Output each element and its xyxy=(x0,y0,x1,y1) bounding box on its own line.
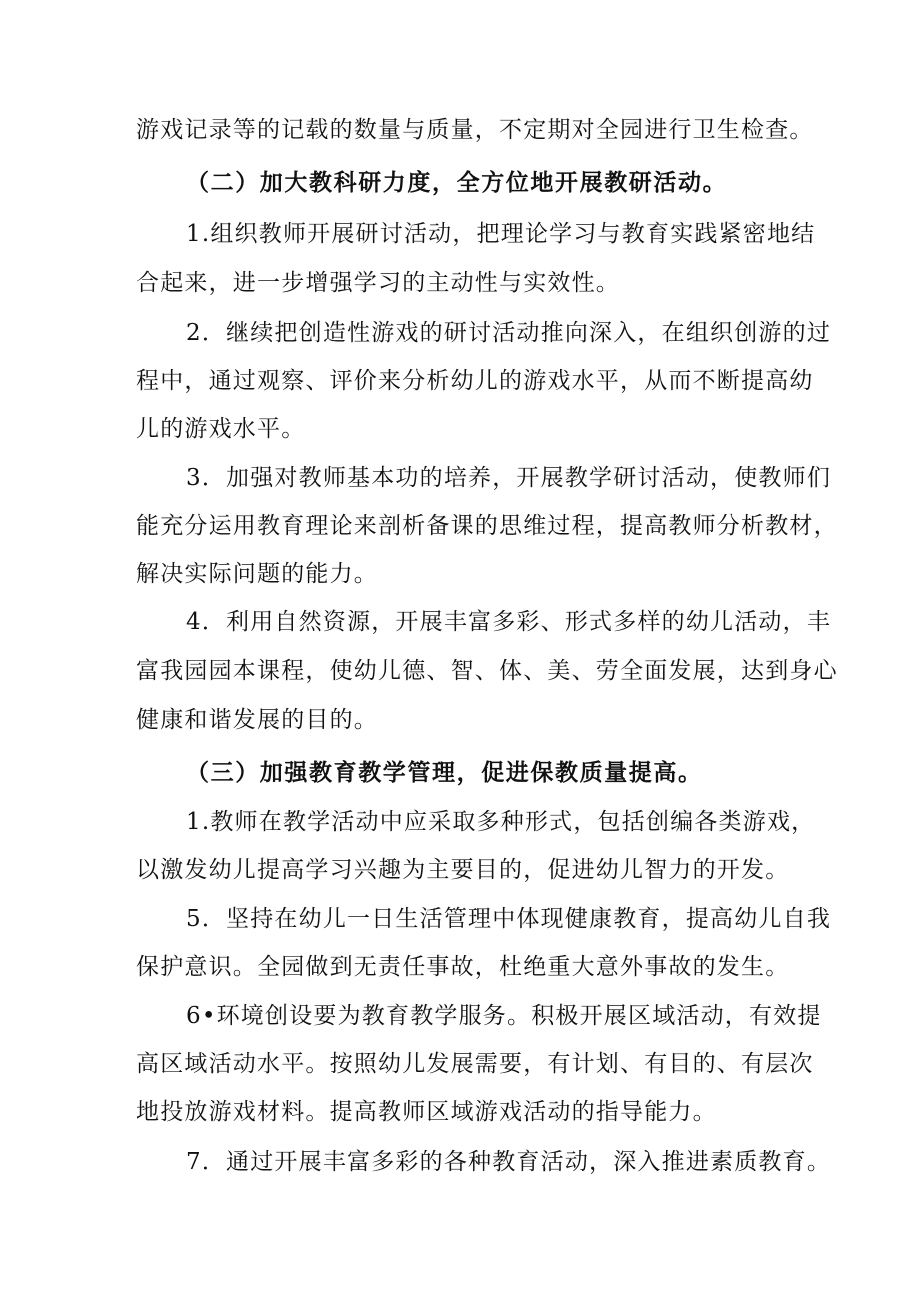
paragraph-line: 健康和谐发展的目的。 xyxy=(136,707,378,733)
section-heading: （二）加大教科研力度，全方位地开展教研活动。 xyxy=(186,169,728,196)
paragraph-line: 程中，通过观察、评价来分析幼儿的游戏水平，从而不断提高幼 xyxy=(136,368,814,394)
paragraph-line: 合起来，进一步增强学习的主动性与实效性。 xyxy=(136,270,620,296)
paragraph-line: 5．坚持在幼儿一日生活管理中体现健康教育，提高幼儿自我 xyxy=(186,906,832,932)
paragraph-line: 2．继续把创造性游戏的研讨活动推向深入，在组织创游的过 xyxy=(186,320,832,346)
paragraph-line: 1.教师在教学活动中应采取多种形式，包括创编各类游戏， xyxy=(186,809,816,835)
paragraph-line: 保护意识。全园做到无责任事故，杜绝重大意外事故的发生。 xyxy=(136,954,790,980)
paragraph-line: 游戏记录等的记载的数量与质量，不定期对全园进行卫生检查。 xyxy=(136,117,814,143)
paragraph-line: 1.组织教师开展研讨活动，把理论学习与教育实践紧密地结 xyxy=(186,221,816,247)
paragraph-line: 以激发幼儿提高学习兴趣为主要目的，促进幼儿智力的开发。 xyxy=(136,857,790,883)
paragraph-line: 儿的游戏水平。 xyxy=(136,416,306,442)
paragraph-line: 3．加强对教师基本功的培养，开展教学研讨活动，使教师们 xyxy=(186,465,832,491)
paragraph-line: 高区域活动水平。按照幼儿发展需要，有计划、有目的、有层次 xyxy=(136,1051,814,1077)
paragraph-line: 解决实际问题的能力。 xyxy=(136,561,378,587)
paragraph-line: 富我园园本课程，使幼儿德、智、体、美、劳全面发展，达到身心 xyxy=(136,658,838,684)
paragraph-line: 6•环境创设要为教育教学服务。积极开展区域活动，有效提 xyxy=(186,1003,822,1029)
paragraph-line: 4．利用自然资源，开展丰富多彩、形式多样的幼儿活动，丰 xyxy=(186,609,832,635)
paragraph-line: 能充分运用教育理论来剖析备课的思维过程，提高教师分析教材， xyxy=(136,513,838,539)
paragraph-line: 地投放游戏材料。提高教师区域游戏活动的指导能力。 xyxy=(136,1099,717,1125)
section-heading: （三）加强教育教学管理，促进保教质量提高。 xyxy=(186,759,703,786)
paragraph-line: 7．通过开展丰富多彩的各种教育活动，深入推进素质教育。 xyxy=(186,1149,832,1175)
